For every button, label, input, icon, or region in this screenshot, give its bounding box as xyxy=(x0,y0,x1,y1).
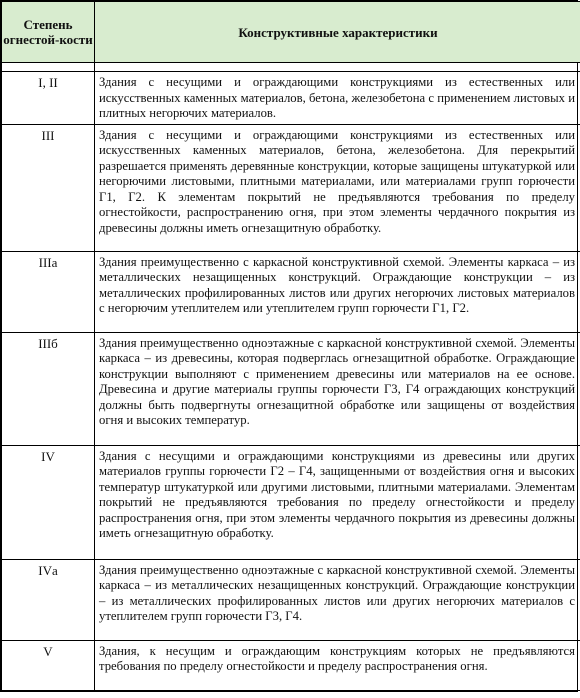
characteristics-cell: Здания преимущественно одноэтажные с каркасной конструктивной схемой. Элементы каркаса – из древесины, которая подверглась огнезащитной обработке. Ограждающие конструкции выполняют с применением древесины или материалов на ее основе. Древесина и другие материалы группы горючести Г3, Г4 ограждающих конструкций должны быть подвергнуты огнезащитной обработке или защищены от воздействия огня и высоких температур. xyxy=(95,332,580,445)
table-row xyxy=(2,251,580,332)
table-header-row xyxy=(2,2,580,63)
table-row xyxy=(2,332,580,445)
characteristics-cell: Здания, к несущим и ограждающим конструкциям которых не предъявляются требования по пределу огнестойкости и пределу распространения огня. xyxy=(95,640,580,690)
table-row xyxy=(2,445,580,559)
characteristics-cell: Здания с несущими и ограждающими конструкциями из естественных или искусственных каменных материалов, бетона, железобетона с применением листовых и плитных негорючих материалов. xyxy=(95,72,580,125)
degree-cell: IV xyxy=(2,445,95,559)
header-spacer-row xyxy=(2,63,580,72)
fire-resistance-table xyxy=(1,1,580,691)
table-row xyxy=(2,640,580,690)
table-row xyxy=(2,559,580,640)
degree-cell: IIIа xyxy=(2,251,95,332)
characteristics-cell: Здания преимущественно одноэтажные с каркасной конструктивной схемой. Элементы каркаса – из металлических незащищенных конструкций. Ограждающие конструкции – из металлических профилированных листов или других негорючих материалов с утеплителем групп горючести Г3, Г4. xyxy=(95,559,580,640)
table-row xyxy=(2,72,580,125)
header-characteristics: Конструктивные характеристики xyxy=(95,2,580,63)
degree-cell: I, II xyxy=(2,72,95,125)
degree-cell: III xyxy=(2,124,95,251)
degree-cell: IIIб xyxy=(2,332,95,445)
characteristics-cell: Здания преимущественно с каркасной конструктивной схемой. Элементы каркаса – из металлических незащищенных конструкций. Ограждающие конструкции – из металлических профилированных листов или других негорючих листовых материалов с негорючим утеплителем или утеплителем групп горючести Г1, Г2. xyxy=(95,251,580,332)
degree-cell: V xyxy=(2,640,95,690)
table-row xyxy=(2,124,580,251)
characteristics-cell: Здания с несущими и ограждающими конструкциями из древесины или других материалов группы горючести Г2 – Г4, защищенными от воздействия огня и высоких температур штукатуркой или другими листовыми, плитными материалами. Элементам покрытий не предъявляются требования по пределу огнестойкости и пределу распространения огня, при этом элементы чердачного покрытия из древесины должны иметь огнезащитную обработку. xyxy=(95,445,580,559)
degree-cell: IVа xyxy=(2,559,95,640)
header-degree: Степень огнестой-кости xyxy=(2,2,95,63)
characteristics-cell: Здания с несущими и ограждающими конструкциями из естественных или искусственных каменных материалов, бетона, железобетона. Для перекрытий разрешается применять деревянные конструкции, которые защищены штукатуркой или негорючими листовыми, плитными материалами, или материалами групп горючести Г1, Г2. К элементам покрытий не предъявляются требования по пределу огнестойкости, распространению огня, при этом элементы чердачного покрытия из древесины должны иметь огнезащитную обработку. xyxy=(95,124,580,251)
